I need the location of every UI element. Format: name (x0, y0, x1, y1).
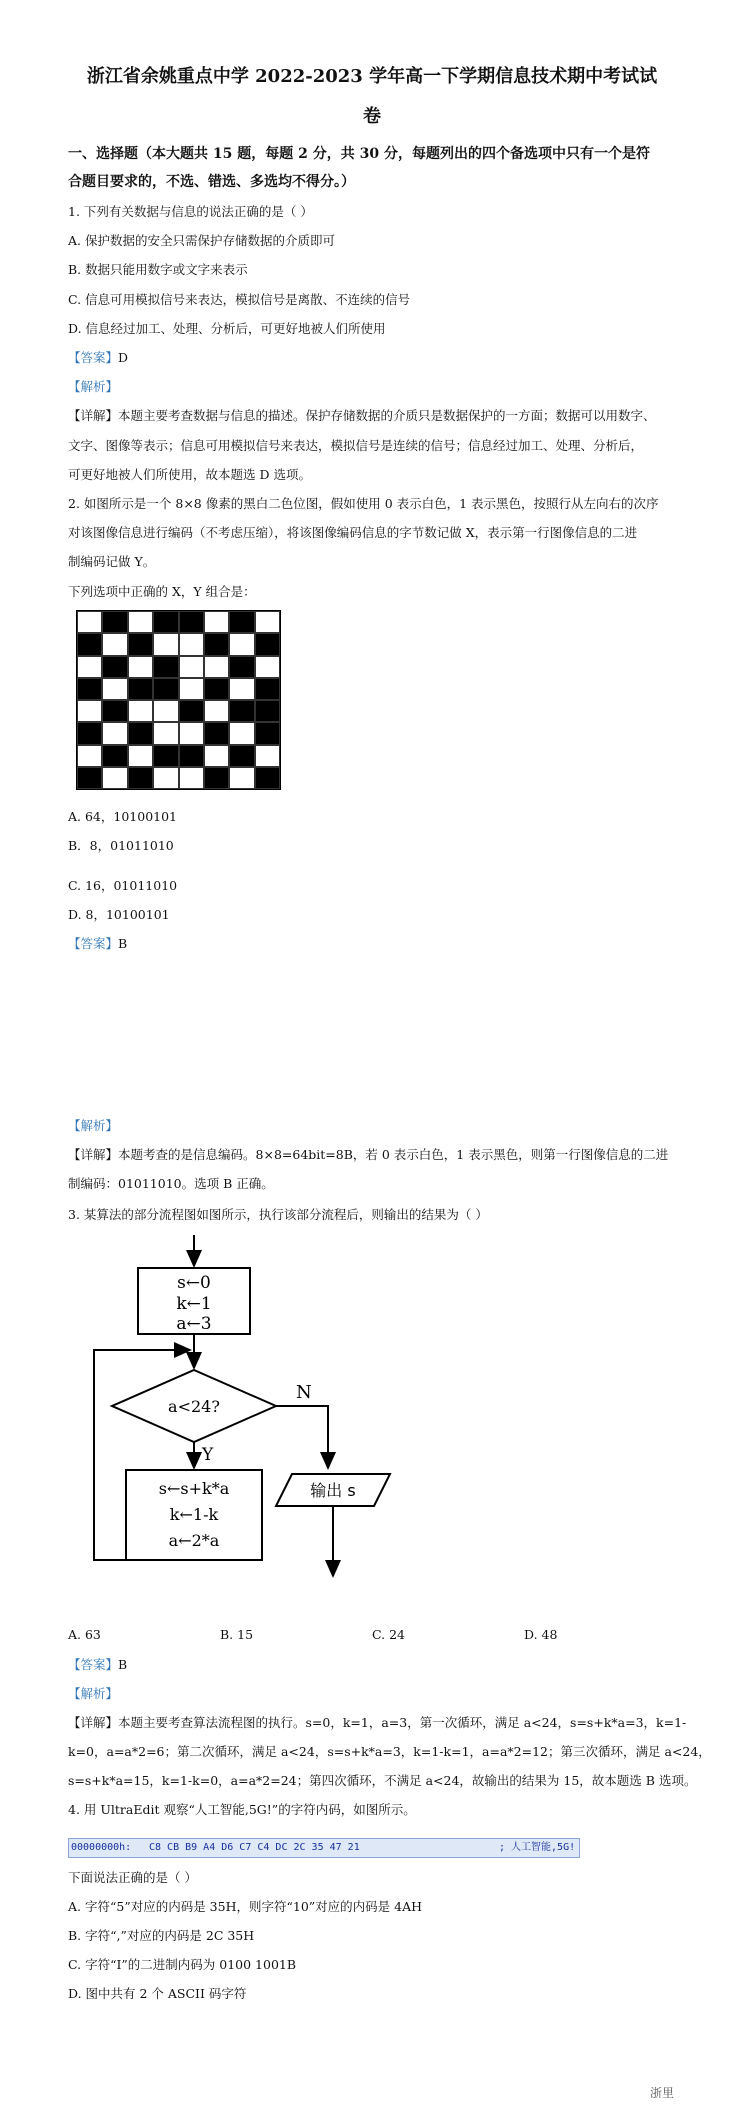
bitmap-cell (128, 700, 153, 722)
bitmap-cell (77, 656, 102, 678)
bitmap-cell (179, 700, 204, 722)
bitmap-cell (77, 633, 102, 655)
q4-stem: 4. 用 UltraEdit 观察“人工智能,5G!”的字符内码，如图所示。 (68, 1802, 416, 1817)
bitmap-cell (153, 722, 178, 744)
q1-option-a: A. 保护数据的安全只需保护存储数据的介质即可 (68, 233, 335, 248)
bitmap-cell (179, 767, 204, 789)
bitmap-cell (128, 678, 153, 700)
bitmap-cell (128, 611, 153, 633)
answer-tag: 【答案】 (68, 1657, 119, 1672)
bitmap-cell (204, 722, 229, 744)
bitmap-cell (102, 700, 127, 722)
hex-bytes: C8 CB B9 A4 D6 C7 C4 DC 2C 35 47 21 (149, 1842, 360, 1853)
q2-detail-line1 (68, 1145, 668, 1163)
body-a: a←2*a (168, 1531, 220, 1550)
detail-tag: 【详解】 (68, 1715, 119, 1730)
section-header-line1: 一、选择题（本大题共 15 题，每题 2 分，共 30 分，每题列出的四个备选项中只有一个是符 (68, 146, 650, 162)
bitmap-cell (255, 633, 280, 655)
bitmap-cell (128, 745, 153, 767)
bitmap-cell (229, 611, 254, 633)
section-header-line2: 合题目要求的，不选、错选、多选均不得分。） (68, 174, 355, 190)
q2-option-b: B．8，01011010 (68, 838, 174, 853)
detail-tag: 【详解】 (68, 408, 119, 423)
q3-detail-line1 (68, 1713, 686, 1731)
bitmap-cell (229, 656, 254, 678)
q2-option-a: A. 64，10100101 (68, 809, 178, 824)
page-title-line1: 浙江省余姚重点中学 2022-2023 学年高一下学期信息技术期中考试试 (86, 66, 658, 87)
bitmap-cell (229, 722, 254, 744)
bitmap-cell (153, 700, 178, 722)
bitmap-cell (153, 656, 178, 678)
answer-tag: 【答案】 (68, 350, 119, 365)
init-k: k←1 (176, 1294, 212, 1314)
flowchart (80, 1230, 400, 1590)
q4-option-c: C. 字符“I”的二进制内码为 0100 1001B (68, 1957, 297, 1972)
q1-analysis-tag: 【解析】 (68, 379, 119, 394)
q3-stem: 3. 某算法的部分流程图如图所示，执行该部分流程后，则输出的结果为（ ） (68, 1207, 488, 1222)
q4-option-d: D. 图中共有 2 个 ASCII 码字符 (68, 1986, 247, 2001)
q4-option-a: A. 字符“5”对应的内码是 35H，则字符“10”对应的内码是 4AH (68, 1899, 423, 1914)
q3-option-d: D. 48 (524, 1627, 558, 1642)
bitmap-cell (229, 767, 254, 789)
bitmap-cell (179, 611, 204, 633)
detail-text: 本题考查的是信息编码。8×8=64bit=8B，若 0 表示白色，1 表示黑色，则第一行图像信息的二进 (118, 1147, 669, 1162)
q4-option-b: B. 字符“,”对应的内码是 2C 35H (68, 1928, 255, 1943)
bitmap-cell (204, 611, 229, 633)
bitmap-cell (255, 767, 280, 789)
bitmap-cell (255, 745, 280, 767)
bitmap-cell (128, 656, 153, 678)
answer-value: D (118, 350, 129, 365)
ultraedit-hex-strip (68, 1838, 580, 1858)
q1-detail-line3: 可更好地被人们所使用，故本题选 D 选项。 (68, 467, 311, 482)
q2-analysis-tag: 【解析】 (68, 1118, 119, 1133)
hex-text: ; 人工智能,5G! (499, 1842, 576, 1853)
bitmap-cell (179, 722, 204, 744)
bitmap-cell (179, 745, 204, 767)
q1-option-b: B. 数据只能用数字或文字来表示 (68, 262, 248, 277)
answer-value: B (118, 936, 128, 951)
bitmap-cell (229, 700, 254, 722)
page-title-line2: 卷 (363, 106, 381, 127)
bitmap-cell (153, 678, 178, 700)
bitmap-cell (102, 633, 127, 655)
q3-analysis-tag: 【解析】 (68, 1686, 119, 1701)
bitmap-cell (255, 611, 280, 633)
detail-tag: 【详解】 (68, 1147, 119, 1162)
bitmap-cell (179, 678, 204, 700)
bitmap-cell (153, 633, 178, 655)
q3-option-a: A. 63 (68, 1627, 101, 1642)
bitmap-cell (204, 633, 229, 655)
bitmap-cell (204, 678, 229, 700)
bitmap-cell (128, 633, 153, 655)
q2-stem-line2: 对该图像信息进行编码（不考虑压缩），将该图像编码信息的字节数记做 X，表示第一行图像信息的二进 (68, 525, 638, 540)
q3-answer (68, 1655, 127, 1673)
bitmap-cell (153, 611, 178, 633)
bitmap-cell (102, 722, 127, 744)
bitmap-cell (102, 745, 127, 767)
q1-stem: 1. 下列有关数据与信息的说法正确的是（ ） (68, 204, 313, 219)
q3-detail-line3: s=s+k*a=15，k=1-k=0，a=a*2=24；第四次循环，不满足 a<24，故输出的结果为 15，故本题选 B 选项。 (68, 1773, 697, 1788)
bitmap-cell (102, 656, 127, 678)
q3-option-c: C. 24 (372, 1627, 405, 1642)
hex-address: 00000000h: (71, 1842, 132, 1853)
q1-answer (68, 348, 128, 366)
bitmap-cell (77, 678, 102, 700)
bitmap-cell (102, 767, 127, 789)
q2-stem-line3: 制编码记做 Y。 (68, 554, 156, 569)
condition-text: a<24? (168, 1397, 220, 1416)
init-s: s←0 (177, 1273, 211, 1293)
bitmap-cell (204, 656, 229, 678)
bitmap-cell (255, 678, 280, 700)
q3-detail-line2: k=0，a=a*2=6；第二次循环，满足 a<24，s=s+k*a=3，k=1-k=1，a=a*2=12；第三次循环，满足 a<24， (68, 1744, 711, 1759)
q3-option-b: B. 15 (220, 1627, 254, 1642)
q2-option-d: D. 8，10100101 (68, 907, 170, 922)
init-a: a←3 (176, 1314, 212, 1334)
bitmap-cell (229, 745, 254, 767)
page-footer: 浙里 (649, 2086, 674, 2100)
bitmap-cell (255, 700, 280, 722)
q1-option-c: C. 信息可用模拟信号来表达，模拟信号是离散、不连续的信号 (68, 292, 411, 307)
bitmap-cell (77, 700, 102, 722)
q1-option-d: D. 信息经过加工、处理、分析后，可更好地被人们所使用 (68, 321, 386, 336)
q1-detail-line2: 文字、图像等表示；信息可用模拟信号来表达，模拟信号是连续的信号；信息经过加工、处理、分析后， (68, 438, 644, 453)
bitmap-cell (229, 633, 254, 655)
bitmap-cell (229, 678, 254, 700)
bitmap-cell (77, 611, 102, 633)
bitmap-cell (77, 745, 102, 767)
bitmap-cell (128, 722, 153, 744)
q2-answer (68, 934, 127, 952)
bitmap-cell (128, 767, 153, 789)
answer-tag: 【答案】 (68, 936, 119, 951)
bitmap-cell (179, 633, 204, 655)
detail-text: 本题主要考查算法流程图的执行。s=0，k=1，a=3，第一次循环，满足 a<24，s=s+k*a=3，k=1- (118, 1715, 687, 1730)
bitmap-cell (204, 767, 229, 789)
no-branch-arrow (276, 1406, 328, 1468)
bitmap-cell (204, 700, 229, 722)
detail-text: 本题主要考查数据与信息的描述。保护存储数据的介质只是数据保护的一方面；数据可以用数字、 (118, 408, 656, 423)
bitmap-cell (77, 722, 102, 744)
bitmap-cell (204, 745, 229, 767)
bitmap-cell (153, 767, 178, 789)
q2-detail-line2: 制编码：01011010。选项 B 正确。 (68, 1176, 274, 1191)
bitmap-cell (102, 678, 127, 700)
no-label: N (296, 1382, 312, 1403)
output-text: 输出 s (310, 1481, 356, 1500)
body-s: s←s+k*a (158, 1479, 230, 1498)
bitmap-cell (77, 767, 102, 789)
bitmap-cell (179, 656, 204, 678)
q2-stem-line4: 下列选项中正确的 X，Y 组合是： (68, 584, 256, 599)
body-k: k←1-k (169, 1505, 219, 1524)
q4-stem-2: 下面说法正确的是（ ） (68, 1870, 197, 1885)
bitmap-cell (255, 722, 280, 744)
q1-detail-line1 (68, 406, 656, 424)
q2-option-c: C. 16，01011010 (68, 878, 178, 893)
bitmap-cell (153, 745, 178, 767)
bitmap-cell (255, 656, 280, 678)
bitmap-cell (102, 611, 127, 633)
q2-stem-line1: 2. 如图所示是一个 8×8 像素的黑白二色位图，假如使用 0 表示白色，1 表示黑色，按照行从左向右的次序 (68, 496, 659, 511)
yes-label: Y (202, 1445, 214, 1465)
bitmap-8x8 (76, 610, 281, 790)
answer-value: B (118, 1657, 128, 1672)
